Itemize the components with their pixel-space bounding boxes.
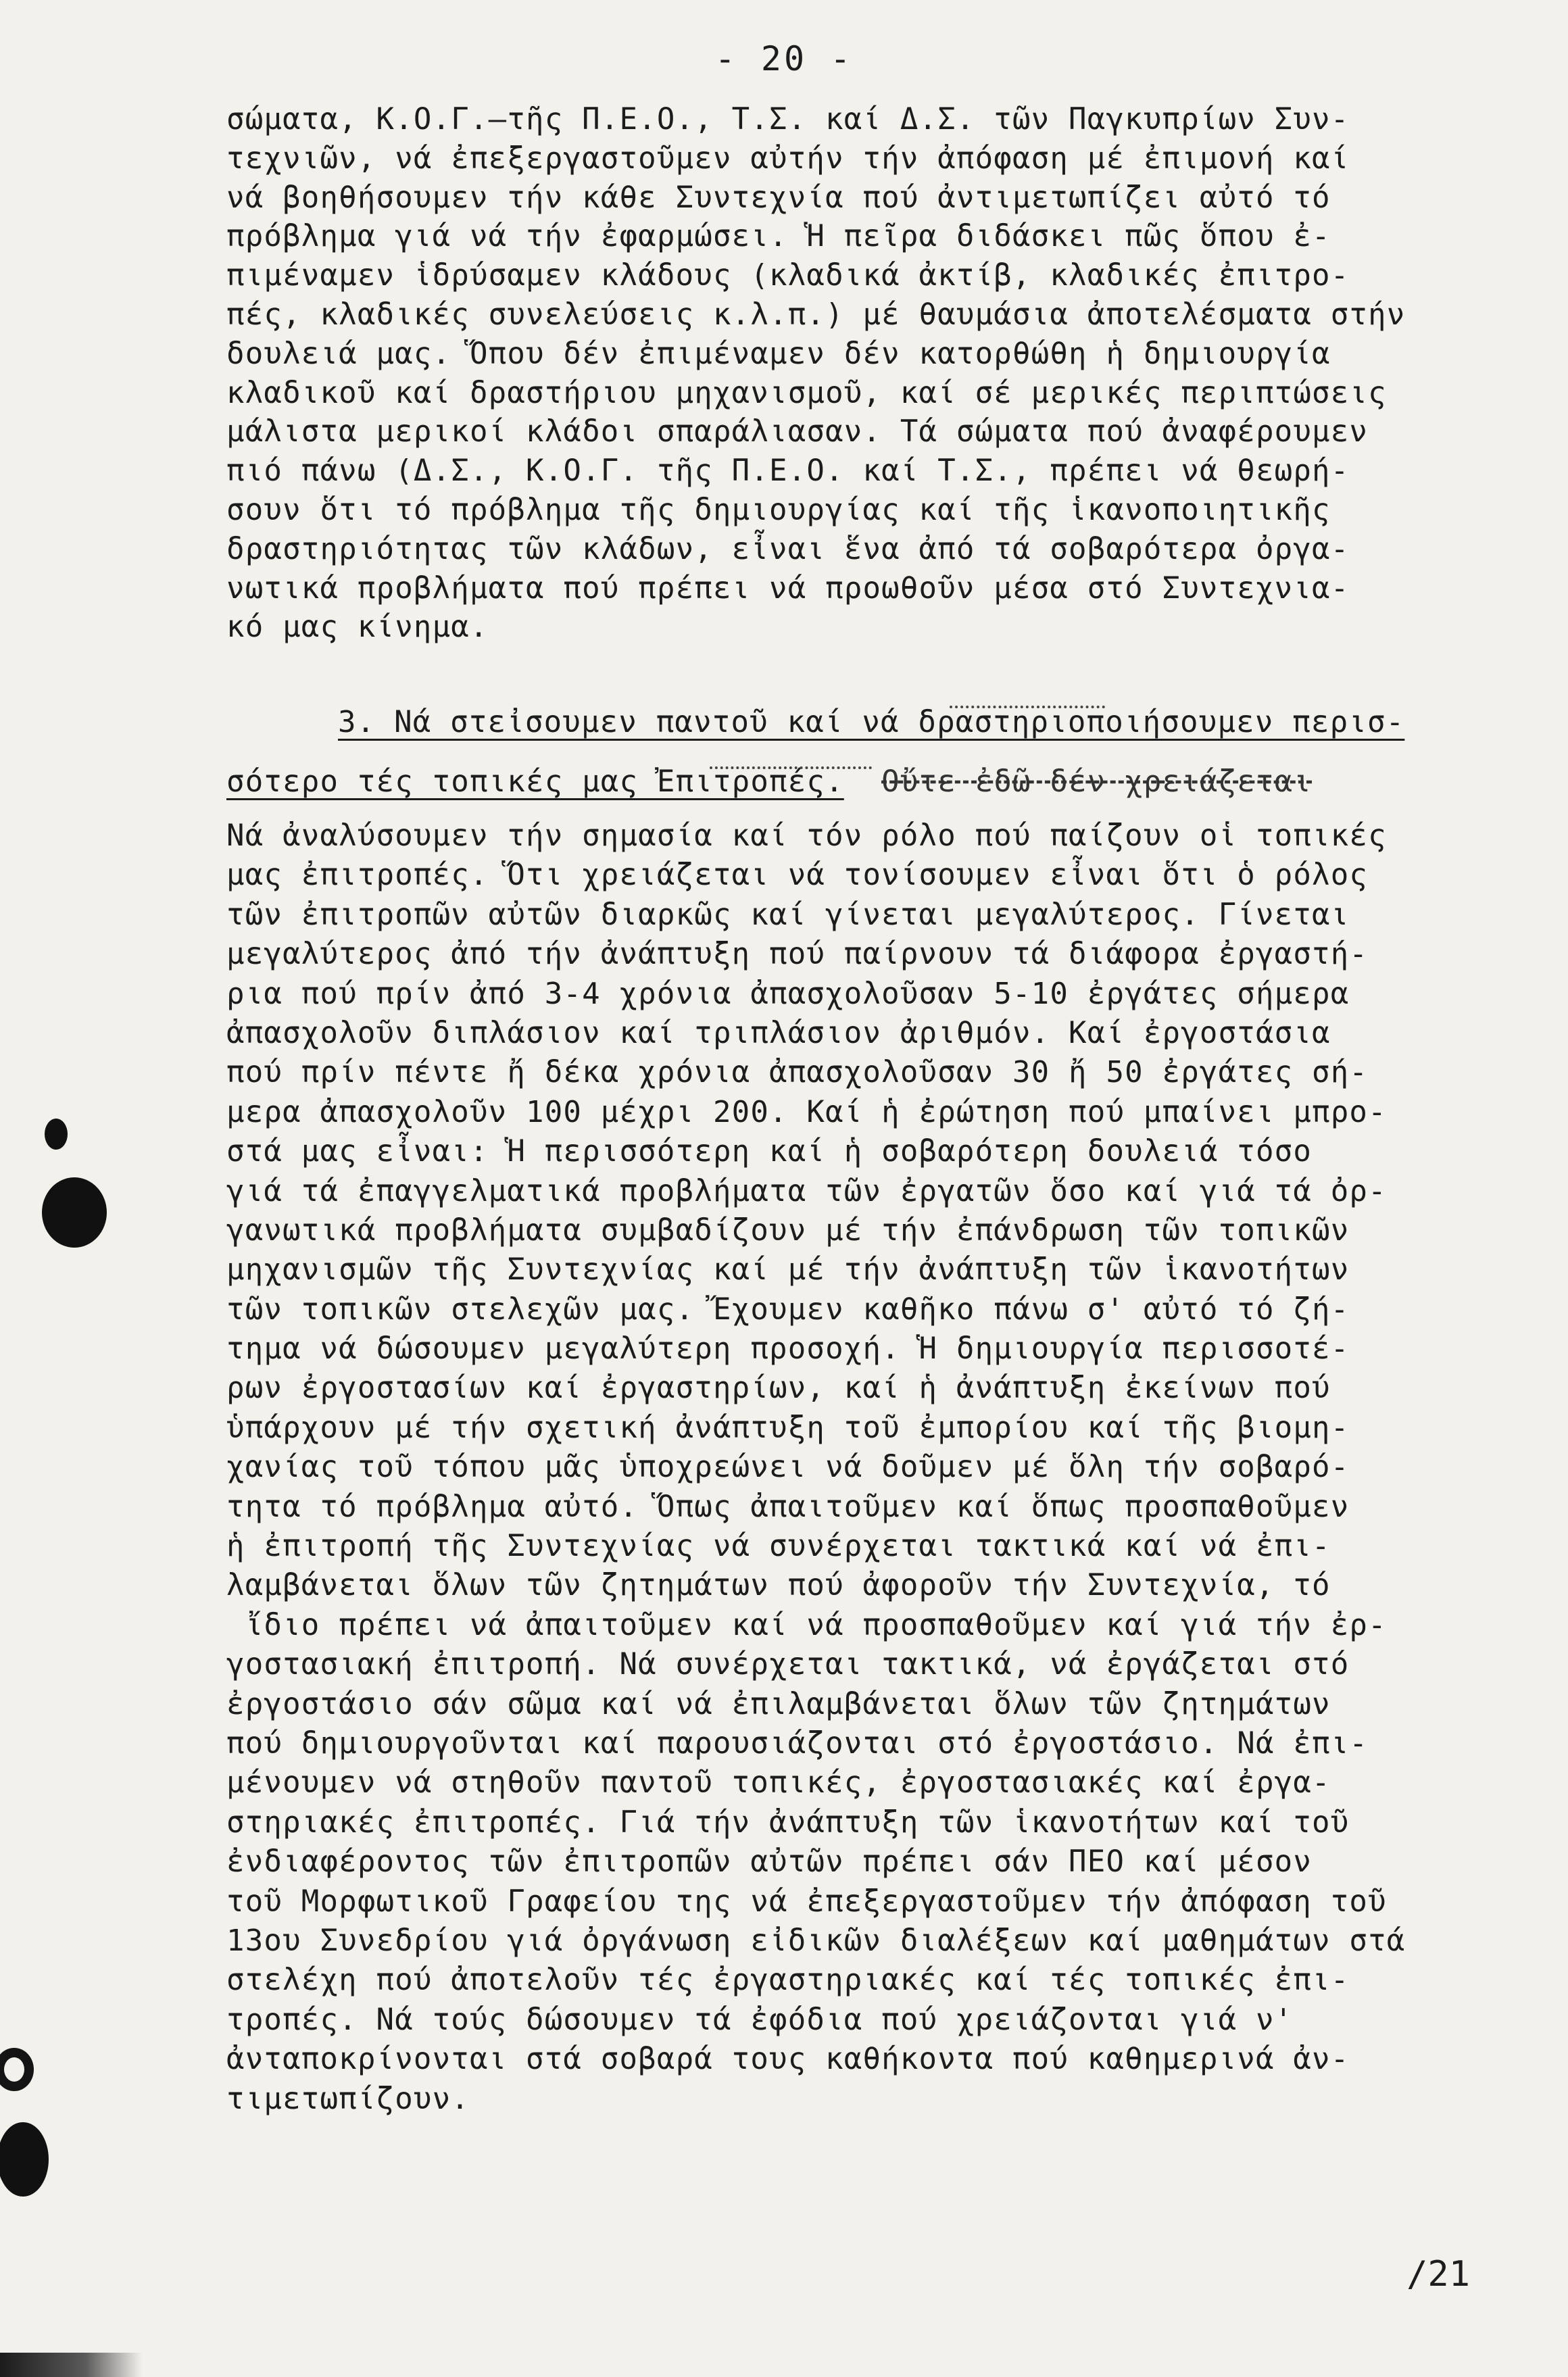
- text-line: πού πρίν πέντε ἤ δέκα χρόνια ἀπασχολοῦσαν 30 ἤ 50 ἐργάτες σή-: [226, 1055, 1369, 1090]
- continuation-marker: /21: [1406, 2254, 1470, 2295]
- text-line: ἀπασχολοῦν διπλάσιον καί τριπλάσιον ἀριθμόν. Καί ἐργοστάσια: [226, 1015, 1331, 1050]
- text-line: τῶν τοπικῶν στελεχῶν μας. Ἔχουμεν καθῆκο πάνω σ' αὐτό τό ζή-: [226, 1292, 1350, 1327]
- punch-mark: [45, 1119, 68, 1150]
- text-line: ἡ ἐπιτροπή τῆς Συντεχνίας νά συνέρχεται τακτικά καί νά ἐπι-: [226, 1529, 1331, 1564]
- text-line: μεγαλύτερος ἀπό τήν ἀνάπτυξη πού παίρνουν τά διάφορα ἐργαστή-: [226, 937, 1369, 972]
- text-line: ἐνδιαφέροντος τῶν ἐπιτροπῶν αὐτῶν πρέπει σάν ΠΕΟ καί μέσον: [226, 1844, 1313, 1880]
- text-line: δουλειά μας. Ὅπου δέν ἐπιμέναμεν δέν κατορθώθη ἡ δημιουργία: [226, 336, 1331, 371]
- text-line: ἀνταποκρίνονται στά σοβαρά τους καθήκοντα πού καθημερινά ἀν-: [226, 2042, 1350, 2077]
- punch-hole-lower-center: [41, 2187, 54, 2202]
- heading-line: 3. Νά στεἰσουμεν παντοῦ καί νά δραστηριοποιήσουμεν περισ-: [338, 705, 1405, 739]
- text-line: μένουμεν νά στηθοῦν παντοῦ τοπικές, ἐργοστασιακές καί ἐργα-: [226, 1765, 1331, 1800]
- text-line: σουν ὅτι τό πρόβλημα τῆς δημιουργίας καί τῆς ἱκανοποιητικῆς: [226, 492, 1331, 527]
- text-line: τητα τό πρόβλημα αὐτό. Ὅπως ἀπαιτοῦμεν καί ὅπως προσπαθοῦμεν: [226, 1489, 1350, 1524]
- text-line: πού δημιουργοῦνται καί παρουσιάζονται στό ἐργοστάσιο. Νά ἐπι-: [226, 1725, 1369, 1761]
- text-line: πιμέναμεν ἱδρύσαμεν κλάδους (κλαδικά ἀκτίβ, κλαδικές ἐπιτρο-: [226, 258, 1350, 293]
- text-line: μερα ἀπασχολοῦν 100 μέχρι 200. Καί ἡ ἐρώτηση πού μπαίνει μπρο-: [226, 1094, 1387, 1129]
- heading-underlined-text: σότερο τές τοπικές μας Ἐπιτροπές.: [226, 764, 844, 799]
- text-line: 13ου Συνεδρίου γιά ὀργάνωση εἰδικῶν διαλέξεων καί μαθημάτων στά: [226, 1923, 1406, 1958]
- struck-through-note: Οὔτε ἐδῶ δέν χρειάζεται: [881, 764, 1313, 799]
- text-line: δραστηριότητας τῶν κλάδων, εἶναι ἕνα ἀπό τά σοβαρότερα ὀργα-: [226, 531, 1350, 566]
- text-line: πρόβλημα γιά νά τήν ἐφαρμώσει. Ἡ πεῖρα διδάσκει πῶς ὅπου ἐ-: [226, 219, 1331, 254]
- text-line: μάλιστα μερικοί κλάδοι σπαράλιασαν. Τά σώματα πού ἀναφέρουμεν: [226, 414, 1369, 449]
- scan-edge-artifact: [0, 2353, 142, 2377]
- text-line: νά βοηθήσουμεν τήν κάθε Συντεχνία πού ἀντιμετωπίζει αὐτό τό: [226, 180, 1331, 215]
- text-line: τιμετωπίζουν.: [226, 2081, 470, 2116]
- text-line: τροπές. Νά τούς δώσουμεν τά ἐφόδια πού χρειάζονται γιά ν': [226, 2002, 1294, 2037]
- text-line: Νά ἀναλύσουμεν τήν σημασία καί τόν ρόλο πού παίζουν οἱ τοπικές: [226, 818, 1387, 853]
- paragraph-1: [226, 100, 1511, 647]
- text-line: πές, κλαδικές συνελεύσεις κ.λ.π.) μέ θαυμάσια ἀποτελέσματα στήν: [226, 297, 1406, 332]
- text-line: λαμβάνεται ὅλων τῶν ζητημάτων πού ἀφοροῦν τήν Συντεχνία, τό: [226, 1568, 1331, 1603]
- text-line: στηριακές ἐπιτροπές. Γιά τήν ἀνάπτυξη τῶν ἱκανοτήτων καί τοῦ: [226, 1805, 1350, 1840]
- text-line: γιά τά ἐπαγγελματικά προβλήματα τῶν ἐργατῶν ὅσο καί γιά τά ὀρ-: [226, 1173, 1387, 1208]
- text-line: κό μας κίνημα.: [226, 610, 489, 645]
- text-line: τημα νά δώσουμεν μεγαλύτερη προσοχή. Ἡ δημιουργία περισσοτέ-: [226, 1331, 1350, 1367]
- text-line: ὑπάρχουν μέ τήν σχετική ἀνάπτυξη τοῦ ἐμπορίου καί τῆς βιομη-: [226, 1410, 1350, 1445]
- punch-hole-lower: [0, 2122, 49, 2197]
- text-line: γοστασιακή ἐπιτροπή. Νά συνέρχεται τακτικά, νά ἐργάζεται στό: [226, 1647, 1350, 1682]
- text-line: πιό πάνω (Δ.Σ., Κ.Ο.Γ. τῆς Π.Ε.Ο. καί Τ.Σ., πρέπει νά θεωρή-: [226, 454, 1350, 489]
- text-line: τῶν ἐπιτροπῶν αὐτῶν διαρκῶς καί γίνεται μεγαλύτερος. Γίνεται: [226, 897, 1350, 932]
- text-line: γανωτικά προβλήματα συμβαδίζουν μέ τήν ἐπάνδρωση τῶν τοπικῶν: [226, 1212, 1350, 1248]
- text-line: τοῦ Μορφωτικοῦ Γραφείου της νά ἐπεξεργαστοῦμεν τήν ἀπόφαση τοῦ: [226, 1884, 1387, 1919]
- text-line: στελέχη πού ἀποτελοῦν τές ἐργαστηριακές καί τές τοπικές ἐπι-: [226, 1963, 1350, 1998]
- text-line: ἴδιο πρέπει νά ἀπαιτοῦμεν καί νά προσπαθοῦμεν καί γιά τήν ἐρ-: [226, 1607, 1387, 1642]
- text-line: μηχανισμῶν τῆς Συντεχνίας καί μέ τήν ἀνάπτυξη τῶν ἱκανοτήτων: [226, 1252, 1350, 1288]
- page-number: - 20 -: [714, 39, 854, 78]
- text-line: μας ἐπιτροπές. Ὅτι χρειάζεται νά τονίσουμεν εἶναι ὅτι ὁ ρόλος: [226, 858, 1369, 893]
- text-line: νωτικά προβλήματα πού πρέπει νά προωθοῦν μέσα στό Συντεχνια-: [226, 570, 1350, 606]
- text-line: χανίας τοῦ τόπου μᾶς ὑποχρεώνει νά δοῦμεν μέ ὅλη τήν σοβαρό-: [226, 1450, 1350, 1485]
- text-line: κλαδικοῦ καί δραστήριου μηχανισμοῦ, καί σέ μερικές περιπτώσεις: [226, 375, 1387, 410]
- text-line: ἐργοστάσιο σάν σῶμα καί νά ἐπιλαμβάνεται ὅλων τῶν ζητημάτων: [226, 1686, 1331, 1721]
- dotted-mark: [950, 706, 1105, 708]
- dotted-mark: [710, 766, 872, 769]
- text-line: ρια πού πρίν ἀπό 3-4 χρόνια ἀπασχολοῦσαν 5-10 ἐργάτες σήμερα: [226, 976, 1350, 1011]
- punch-hole-upper: [42, 1177, 107, 1248]
- text-line: στά μας εἶναι: Ἡ περισσότερη καί ἡ σοβαρότερη δουλειά τόσο: [226, 1134, 1313, 1169]
- section-3-heading: [338, 703, 1514, 742]
- text-line: σώματα, Κ.Ο.Γ.–τῆς Π.Ε.Ο., Τ.Σ. καί Δ.Σ. τῶν Παγκυπρίων Συν-: [226, 102, 1350, 137]
- paragraph-2: [226, 816, 1511, 2119]
- punch-hole-ring-small: [0, 2048, 34, 2091]
- text-line: τεχνιῶν, νά ἐπεξεργαστοῦμεν αὐτήν τήν ἀπόφαση μέ ἐπιμονή καί: [226, 141, 1350, 176]
- text-line: ρων ἐργοστασίων καί ἐργαστηρίων, καί ἡ ἀνάπτυξη ἐκείνων πού: [226, 1371, 1331, 1406]
